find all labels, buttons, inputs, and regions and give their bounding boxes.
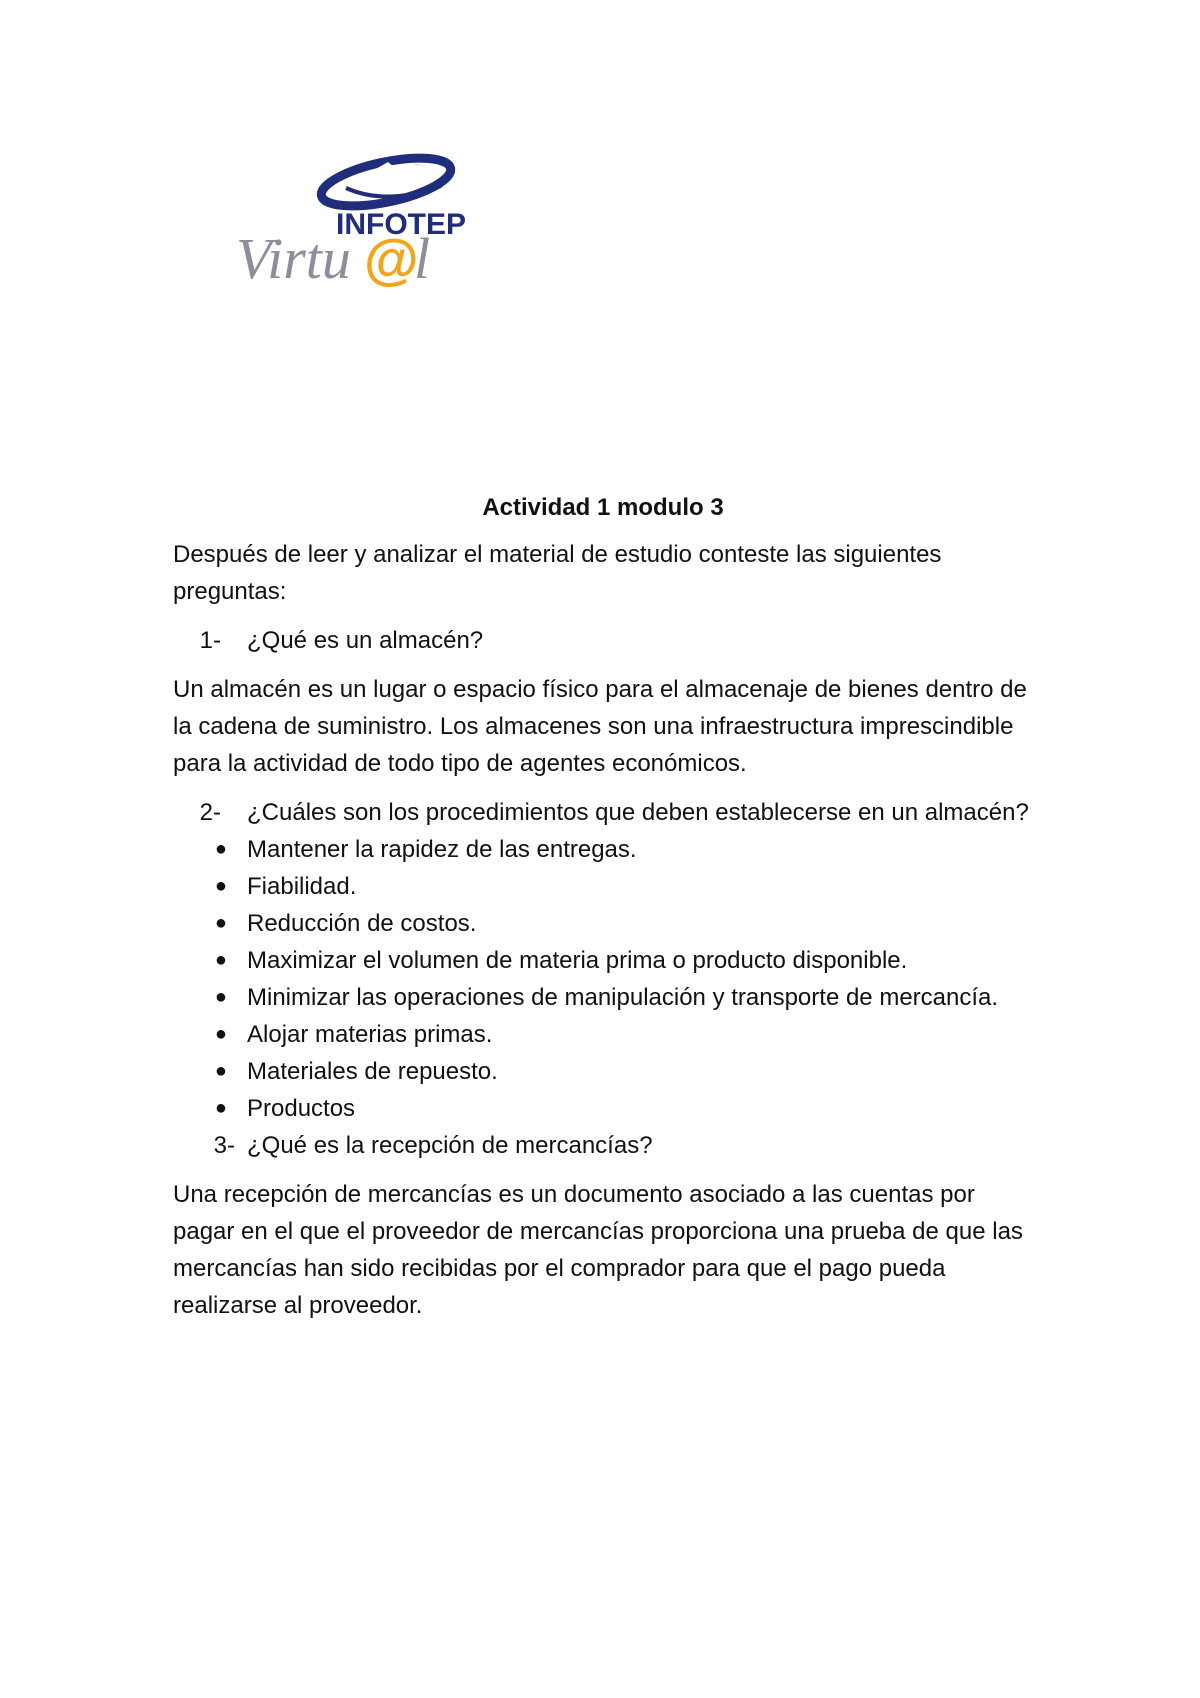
bullet-icon: ● (214, 838, 227, 860)
logo-graphic (236, 148, 506, 294)
infotep-virtual-logo (236, 148, 506, 294)
svg-text:INFOTEP: INFOTEP (336, 208, 467, 241)
svg-text:l: l (414, 226, 431, 291)
question-3-number: 3- (213, 1132, 235, 1159)
bullet-icon: ● (214, 875, 227, 897)
procedures-list (173, 831, 1033, 1127)
svg-text:Virtu: Virtu (236, 226, 351, 291)
question-3-text: ¿Qué es la recepción de mercancías? (247, 1132, 653, 1159)
document-title: Actividad 1 modulo 3 (482, 494, 724, 521)
bullet-icon: ● (214, 1023, 227, 1045)
list-item: ● Minimizar las operaciones de manipulación y transporte de mercancía. (173, 979, 1033, 1016)
list-item: ● Alojar materias primas. (173, 1016, 1033, 1053)
answer-3: Una recepción de mercancías es un documento asociado a las cuentas por pagar en el que el proveedor de mercancías proporciona una prueba de que las mercancías han sido recibidas por el comprador para que el pago pueda realizarse al proveedor. (173, 1181, 1023, 1319)
question-3 (173, 1127, 1033, 1164)
bullet-icon: ● (214, 949, 227, 971)
list-item: ● Reducción de costos. (173, 905, 1033, 942)
list-item: ● Mantener la rapidez de las entregas. (173, 831, 1033, 868)
list-item: ● Maximizar el volumen de materia prima o producto disponible. (173, 942, 1033, 979)
document-body (173, 489, 1033, 1336)
svg-text:@: @ (364, 227, 419, 290)
question-1-text: ¿Qué es un almacén? (247, 627, 484, 654)
question-2 (173, 794, 1033, 831)
bullet-icon: ● (214, 912, 227, 934)
list-item: ● Productos (173, 1090, 1033, 1127)
answer-1: Un almacén es un lugar o espacio físico para el almacenaje de bienes dentro de la cadena de suministro. Los almacenes son una infraestructura imprescindible para la actividad de todo tipo de agentes económicos. (173, 676, 1027, 777)
question-2-number: 2- (199, 799, 221, 826)
question-1 (173, 622, 1033, 659)
bullet-icon: ● (214, 986, 227, 1008)
bullet-icon: ● (214, 1097, 227, 1119)
intro-paragraph: Después de leer y analizar el material de estudio conteste las siguientes preguntas: (173, 541, 942, 605)
question-2-text: ¿Cuáles son los procedimientos que deben establecerse en un almacén? (247, 799, 1029, 826)
question-1-number: 1- (199, 627, 221, 654)
list-item: ● Fiabilidad. (173, 868, 1033, 905)
list-item: ● Materiales de repuesto. (173, 1053, 1033, 1090)
bullet-icon: ● (214, 1060, 227, 1082)
